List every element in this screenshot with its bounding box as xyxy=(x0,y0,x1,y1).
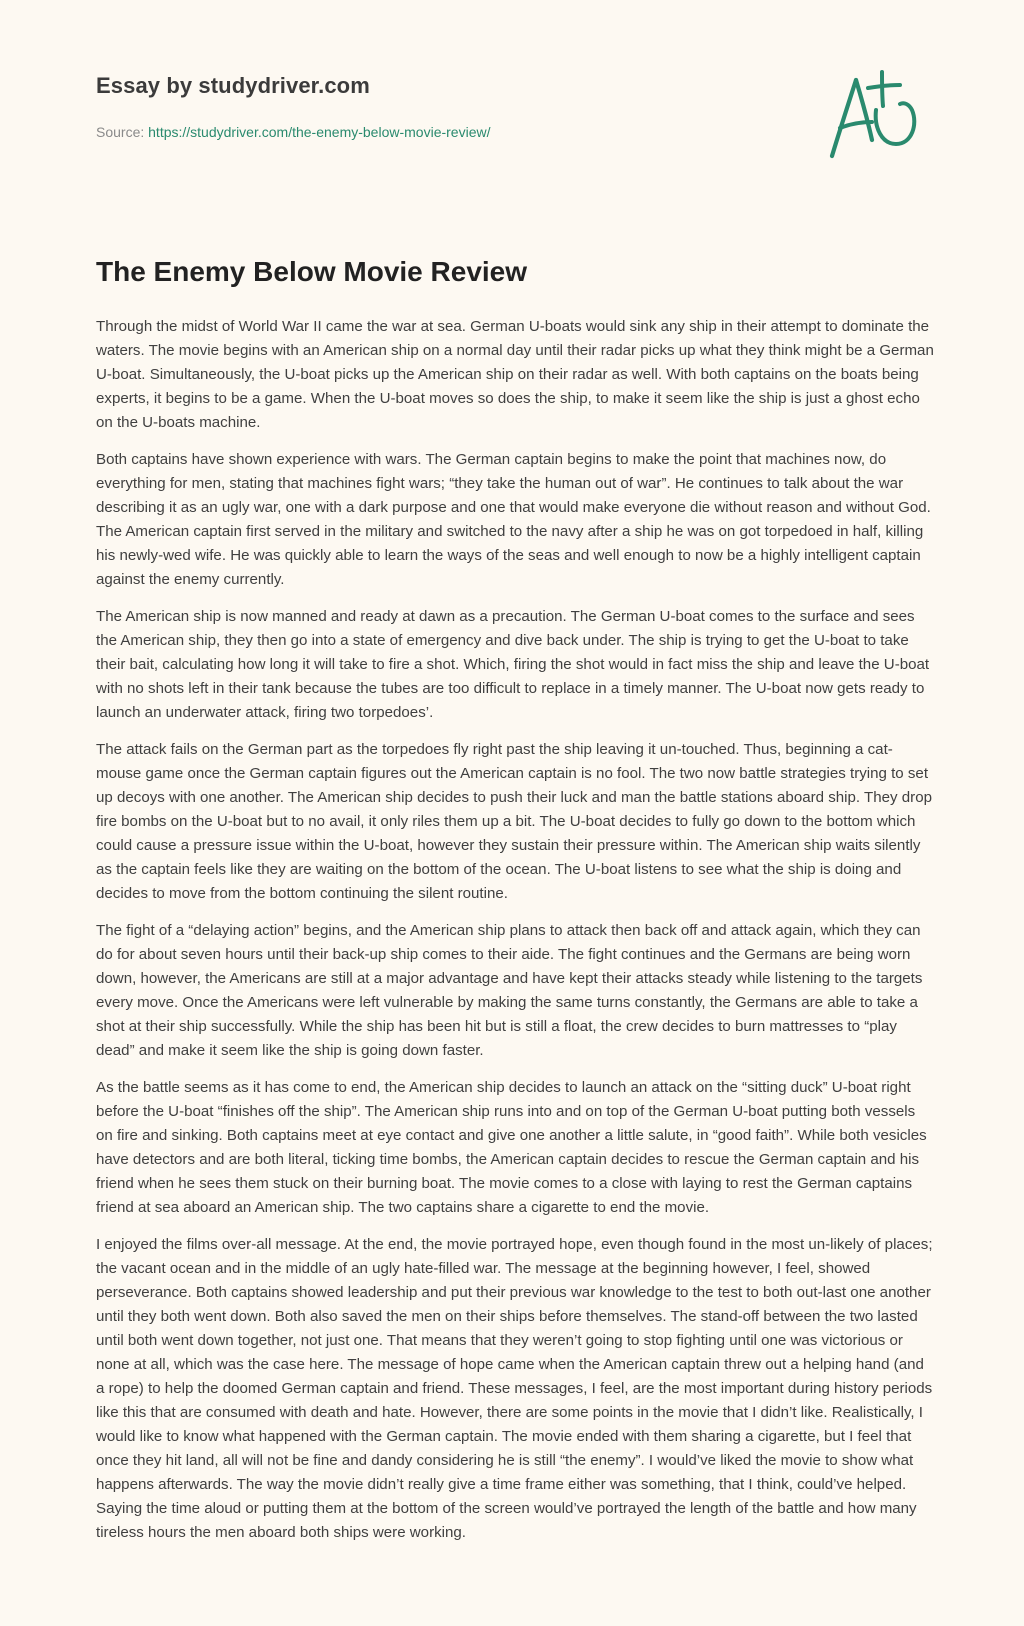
paragraph: The attack fails on the German part as the torpedoes fly right past the ship leaving it un-touched. Thus, beginning a cat-mouse game once the German captain figures out the American captain is no fool. The two now battle strategies trying to set up decoys with one another. The American ship decides to push their luck and man the battle stations aboard ship. They drop fire bombs on the U-boat but to no avail, it only riles them up a bit. The U-boat decides to fully go down to the bottom which could cause a pressure issue within the U-boat, however they sustain their pressure within. The American ship waits silently as the captain feels like they are waiting on the bottom of the ocean. The U-boat listens to see what the ship is doing and decides to move from the bottom continuing the silent routine. xyxy=(96,741,932,902)
source-link[interactable]: https://studydriver.com/the-enemy-below-movie-review/ xyxy=(148,124,491,140)
paragraph: The American ship is now manned and ready at dawn as a precaution. The German U-boat comes to the surface and sees the American ship, they then go into a state of emergency and dive back under. The ship is trying to get the U-boat to take their bait, calculating how long it will take to fire a shot. Which, firing the shot would in fact miss the ship and leave the U-boat with no shots left in their tank because the tubes are too difficult to replace in a timely manner. The U-boat now gets ready to launch an underwater attack, firing two torpedoes’. xyxy=(96,608,930,721)
a-plus-logo-icon xyxy=(820,66,928,166)
source-label: Source: xyxy=(96,124,145,140)
paragraph: Both captains have shown experience with wars. The German captain begins to make the point that machines now, do everything for men, stating that machines fight wars; “they take the human out of war”. He continues to talk about the war describing it as an ugly war, one with a dark purpose and one that would make everyone die without reason and without God. The American captain first served in the military and switched to the navy after a ship he was on got torpedoed in half, killing his newly-wed wife. He was quickly able to learn the ways of the seas and well enough to now be a highly intelligent captain against the enemy currently. xyxy=(96,451,931,588)
essay-body xyxy=(96,315,934,1558)
essay-title: The Enemy Below Movie Review xyxy=(96,256,528,287)
site-title: Essay by studydriver.com xyxy=(96,73,370,98)
source-line xyxy=(96,124,490,140)
paragraph: I enjoyed the films over-all message. At the end, the movie portrayed hope, even though found in the most un-likely of places; the vacant ocean and in the middle of an ugly hate-filled war. The message at the beginning however, I feel, showed perseverance. Both captains showed leadership and put their previous war knowledge to the test to both out-last one another until they both went down. Both also saved the men on their ships before themselves. The stand-off between the two lasted until both went down together, not just one. That means that they weren’t going to stop fighting until one was victorious or none at all, which was the case here. The message of hope came when the American captain threw out a helping hand (and a rope) to help the doomed German captain and friend. These messages, I feel, are the most important during history periods like this that are consumed with death and hate. However, there are some points in the movie that I didn’t like. Realistically, I would like to know what happened with the German captain. The movie ended with them sharing a cigarette, but I feel that once they hit land, all will not be fine and dandy considering he is still “the enemy”. I would’ve liked the movie to show what happens afterwards. The way the movie didn’t really give a time frame either was something, that I think, could’ve helped. Saying the time aloud or putting them at the bottom of the screen would’ve portrayed the length of the battle and how many tireless hours the men aboard both ships were working. xyxy=(96,1236,933,1541)
paragraph: The fight of a “delaying action” begins, and the American ship plans to attack then back off and attack again, which they can do for about seven hours until their back-up ship comes to their aide. The fight continues and the Germans are being worn down, however, the Americans are still at a major advantage and have kept their attacks steady while listening to the targets every move. Once the Americans were left vulnerable by making the same turns constantly, the Germans are able to take a shot at their ship successfully. While the ship has been hit but is still a float, the crew decides to burn mattresses to “play dead” and make it seem like the ship is going down faster. xyxy=(96,922,923,1059)
paragraph: Through the midst of World War II came the war at sea. German U-boats would sink any ship in their attempt to dominate the waters. The movie begins with an American ship on a normal day until their radar picks up what they think might be a German U-boat. Simultaneously, the U-boat picks up the American ship on their radar as well. With both captains on the boats being experts, it begins to be a game. When the U-boat moves so does the ship, to make it seem like the ship is just a ghost echo on the U-boats machine. xyxy=(96,318,934,431)
paragraph: As the battle seems as it has come to end, the American ship decides to launch an attack on the “sitting duck” U-boat right before the U-boat “finishes off the ship”. The American ship runs into and on top of the German U-boat putting both vessels on fire and sinking. Both captains meet at eye contact and give one another a little salute, in “good faith”. While both vesicles have detectors and are both literal, ticking time bombs, the American captain decides to rescue the German captain and his friend when he sees them stuck on their burning boat. The movie comes to a close with laying to rest the German captains friend at sea aboard an American ship. The two captains share a cigarette to end the movie. xyxy=(96,1079,927,1216)
a-plus-logo xyxy=(820,66,928,166)
